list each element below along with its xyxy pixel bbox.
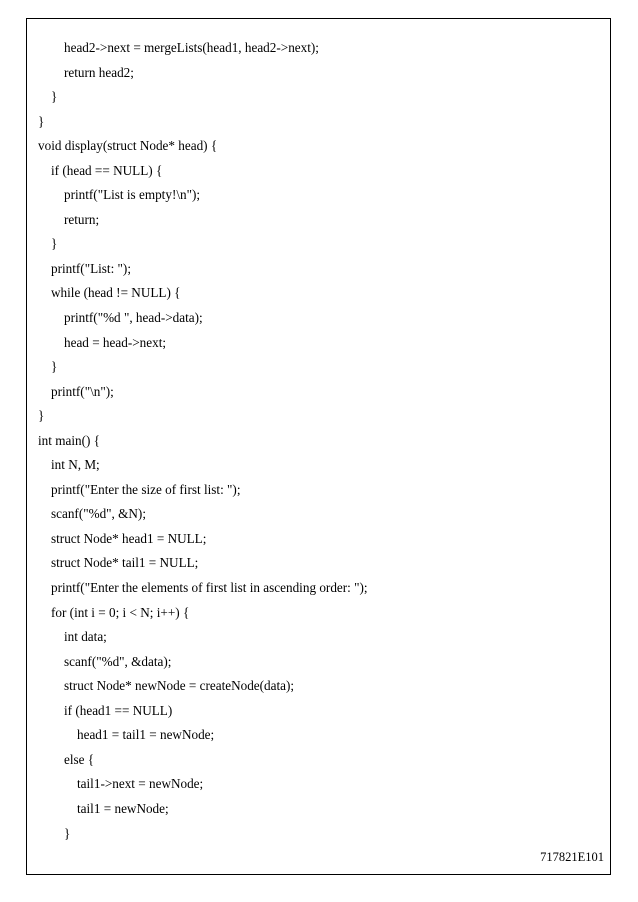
code-line: printf("Enter the elements of first list in ascending order: ");	[51, 580, 368, 596]
code-listing	[38, 36, 598, 846]
code-line: printf("Enter the size of first list: ");	[51, 481, 241, 497]
code-line: struct Node* newNode = createNode(data);	[64, 678, 295, 694]
code-line: }	[51, 236, 58, 252]
code-line: printf("List: ");	[51, 260, 131, 276]
code-line: }	[51, 89, 58, 105]
code-line: }	[64, 825, 71, 841]
code-line: int main() {	[38, 432, 100, 448]
code-line: while (head != NULL) {	[51, 285, 181, 301]
code-line: struct Node* tail1 = NULL;	[51, 555, 199, 571]
code-line: tail1->next = newNode;	[77, 776, 204, 792]
code-line: return;	[64, 211, 100, 227]
code-line: printf("\n");	[51, 383, 114, 399]
code-line: if (head == NULL) {	[51, 162, 163, 178]
code-line: int N, M;	[51, 457, 100, 473]
code-line: scanf("%d", &data);	[64, 653, 172, 669]
code-line: head1 = tail1 = newNode;	[77, 727, 215, 743]
code-line: }	[38, 408, 45, 424]
code-line: printf("List is empty!\n");	[64, 187, 201, 203]
code-line: scanf("%d", &N);	[51, 506, 146, 522]
code-line: head = head->next;	[64, 334, 167, 350]
code-line: int data;	[64, 629, 107, 645]
footer-id: 717821E101	[540, 850, 604, 864]
code-line: struct Node* head1 = NULL;	[51, 530, 207, 546]
code-line: if (head1 == NULL)	[64, 702, 173, 718]
code-line: }	[38, 113, 45, 129]
code-line: return head2;	[64, 64, 134, 80]
code-line: head2->next = mergeLists(head1, head2->next);	[64, 40, 319, 55]
code-line: tail1 = newNode;	[77, 800, 169, 816]
code-line: for (int i = 0; i < N; i++) {	[51, 604, 190, 620]
code-line: printf("%d ", head->data);	[64, 310, 203, 326]
code-line: else {	[64, 751, 95, 767]
code-line: }	[51, 359, 58, 375]
code-line: void display(struct Node* head) {	[38, 138, 218, 154]
